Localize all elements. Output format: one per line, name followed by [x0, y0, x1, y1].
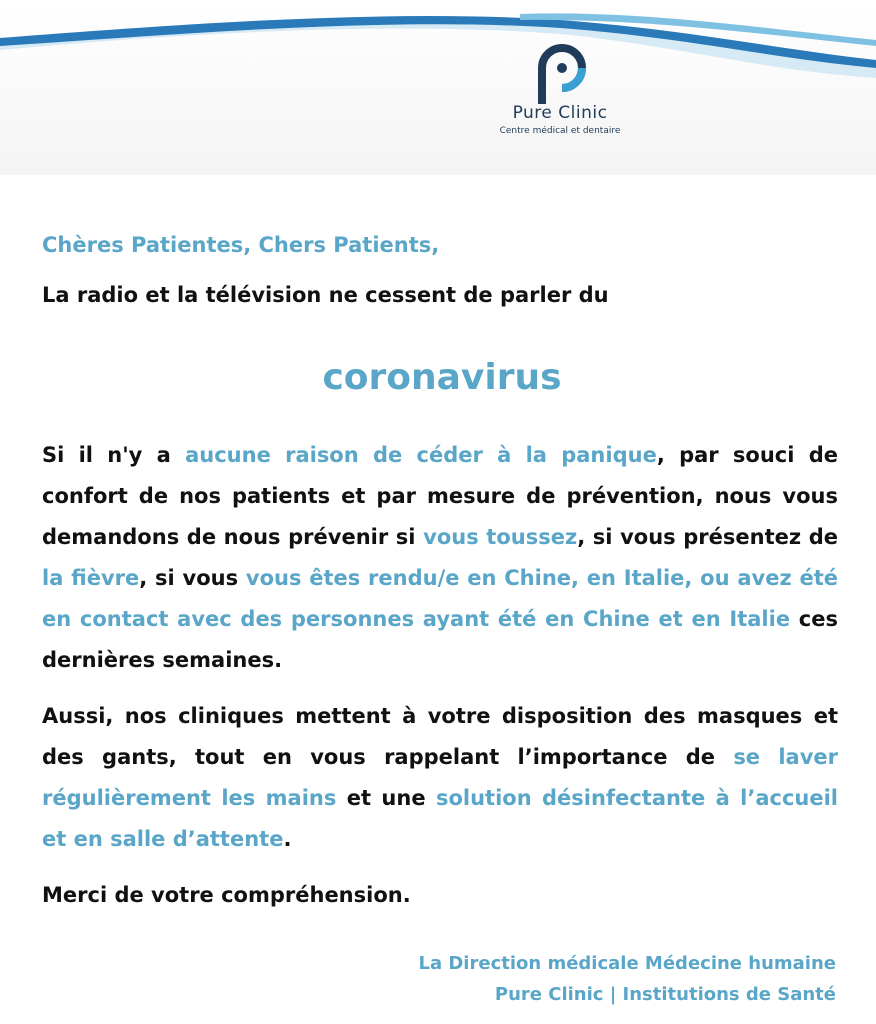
text-segment: , si vous [139, 566, 246, 590]
signature [418, 948, 836, 1010]
text-segment: , si vous présentez de [577, 525, 838, 549]
letterhead [0, 0, 876, 175]
wave-decoration [0, 0, 876, 80]
text-segment: . [283, 827, 292, 851]
intro-line: La radio et la télévision ne cessent de parler du [42, 283, 609, 307]
thanks-line: Merci de votre compréhension. [42, 883, 411, 907]
signature-line-1: La Direction médicale Médecine humaine [418, 953, 836, 974]
text-segment: , par souci de confort de nos patients et par mesure de prévention, nous vous demandons de nous prévenir si [42, 443, 838, 549]
highlight-segment: solution désinfectante à l’accueil et en salle d’attente [42, 786, 838, 851]
headline: coronavirus [322, 357, 562, 398]
letter-body [42, 225, 838, 916]
brand-tagline: Centre médical et dentaire [499, 126, 621, 136]
text-segment: ces dernières semaines. [42, 607, 838, 672]
text-segment: et une [336, 786, 436, 810]
highlight-segment: se laver régulièrement les mains [42, 745, 838, 810]
signature-line-2: Pure Clinic | Institutions de Santé [494, 984, 836, 1005]
highlight-segment: aucune raison de céder à la panique [185, 443, 657, 467]
brand-name: Pure Clinic [512, 103, 608, 123]
highlight-segment: la fièvre [42, 566, 140, 590]
paragraph-hygiene [42, 696, 838, 860]
highlight-segment: vous êtes rendu/e en Chine, en Italie, ou avez été en contact avec des personnes ayant été en Chine et en Italie [42, 566, 838, 631]
greeting: Chères Patientes, Chers Patients, [42, 233, 440, 257]
paragraph-prevention [42, 435, 838, 681]
highlight-segment: vous toussez [423, 525, 578, 549]
text-segment: Si il n'y a [42, 443, 186, 467]
text-segment: Aussi, nos cliniques mettent à votre disposition des masques et des gants, tout en vous rappelant l’importance de [42, 704, 838, 769]
pure-clinic-logo [528, 38, 588, 104]
